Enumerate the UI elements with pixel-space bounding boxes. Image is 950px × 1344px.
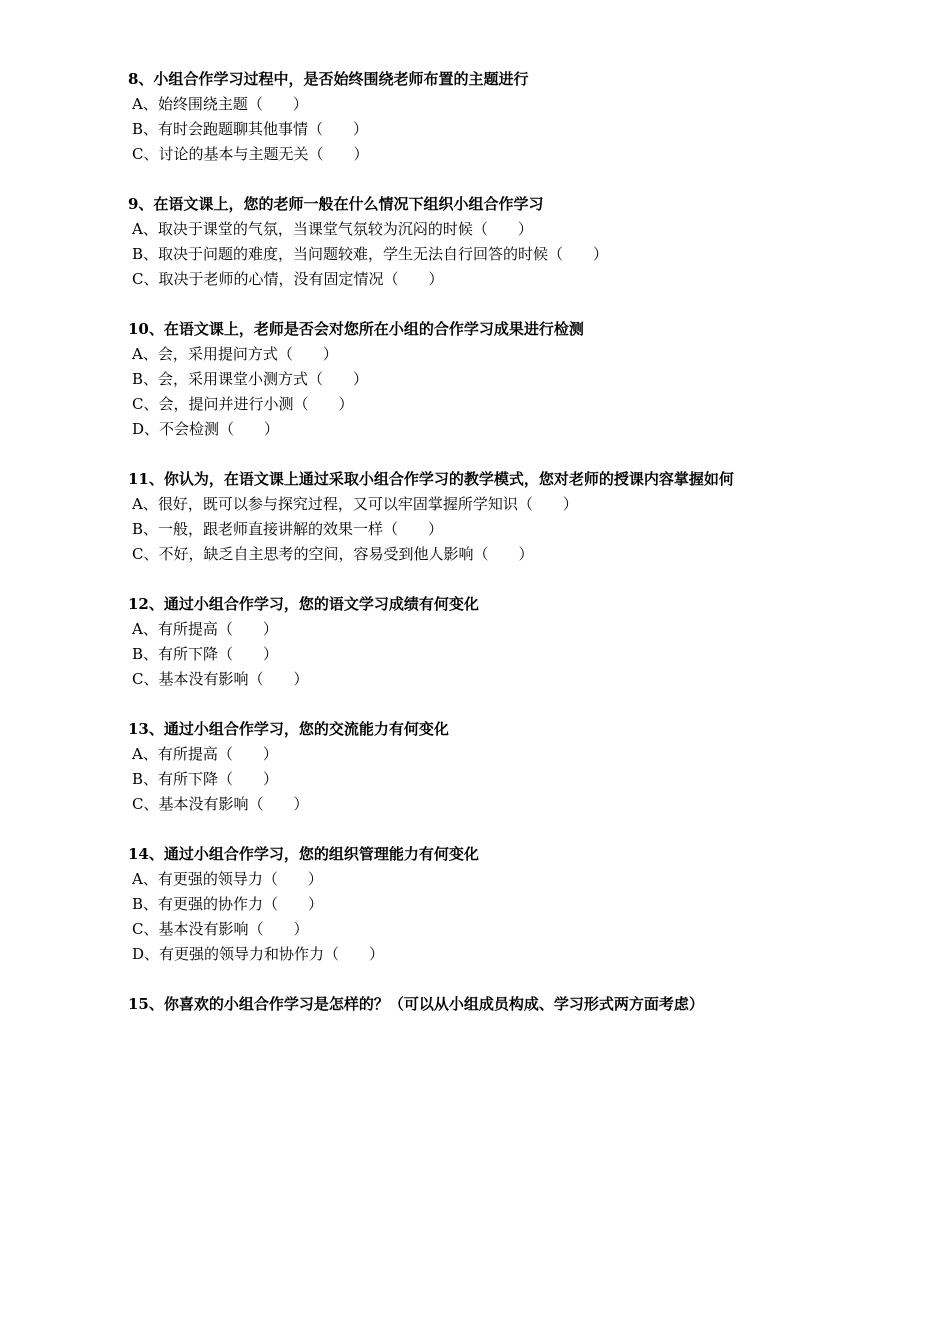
question-14: [128, 842, 848, 967]
option-c: C、不好，缺乏自主思考的空间，容易受到他人影响（ ）: [132, 545, 534, 563]
option-c: C、会，提问并进行小测（ ）: [132, 395, 354, 413]
option-c: C、取决于老师的心情，没有固定情况（ ）: [132, 270, 444, 288]
option-b: B、取决于问题的难度，当问题较难，学生无法自行回答的时候（ ）: [132, 245, 609, 263]
question-13: [128, 717, 848, 817]
question-10: [128, 317, 848, 442]
option-d: D、不会检测（ ）: [132, 420, 280, 438]
question-text: 14、通过小组合作学习，您的组织管理能力有何变化: [128, 845, 479, 863]
question-15: [128, 992, 848, 1017]
option-b: B、一般，跟老师直接讲解的效果一样（ ）: [132, 520, 444, 538]
option-c: C、基本没有影响（ ）: [132, 920, 309, 938]
question-text: 8、小组合作学习过程中，是否始终围绕老师布置的主题进行: [128, 70, 529, 88]
option-b: B、有更强的协作力（ ）: [132, 895, 324, 913]
question-8: [128, 67, 848, 167]
option-d: D、有更强的领导力和协作力（ ）: [132, 945, 385, 963]
question-12: [128, 592, 848, 692]
option-a: A、有所提高（ ）: [132, 620, 278, 638]
option-c: C、基本没有影响（ ）: [132, 795, 309, 813]
question-text: 9、在语文课上，您的老师一般在什么情况下组织小组合作学习: [128, 195, 544, 213]
option-a: A、很好，既可以参与探究过程，又可以牢固掌握所学知识（ ）: [132, 495, 578, 513]
option-a: A、有更强的领导力（ ）: [132, 870, 323, 888]
option-a: A、有所提高（ ）: [132, 745, 278, 763]
option-a: A、会，采用提问方式（ ）: [132, 345, 338, 363]
question-text: 13、通过小组合作学习，您的交流能力有何变化: [128, 720, 449, 738]
question-text: 10、在语文课上，老师是否会对您所在小组的合作学习成果进行检测: [128, 320, 584, 338]
option-b: B、会，采用课堂小测方式（ ）: [132, 370, 369, 388]
questionnaire: [128, 67, 848, 1042]
option-b: B、有所下降（ ）: [132, 645, 279, 663]
question-9: [128, 192, 848, 292]
question-text: 15、你喜欢的小组合作学习是怎样的？（可以从小组成员构成、学习形式两方面考虑）: [128, 995, 704, 1013]
option-b: B、有所下降（ ）: [132, 770, 279, 788]
question-text: 11、你认为，在语文课上通过采取小组合作学习的教学模式，您对老师的授课内容掌握如何: [128, 470, 734, 488]
option-b: B、有时会跑题聊其他事情（ ）: [132, 120, 369, 138]
option-a: A、取决于课堂的气氛，当课堂气氛较为沉闷的时候（ ）: [132, 220, 533, 238]
option-a: A、始终围绕主题（ ）: [132, 95, 308, 113]
option-c: C、讨论的基本与主题无关（ ）: [132, 145, 369, 163]
question-11: [128, 467, 848, 567]
option-c: C、基本没有影响（ ）: [132, 670, 309, 688]
question-text: 12、通过小组合作学习，您的语文学习成绩有何变化: [128, 595, 479, 613]
